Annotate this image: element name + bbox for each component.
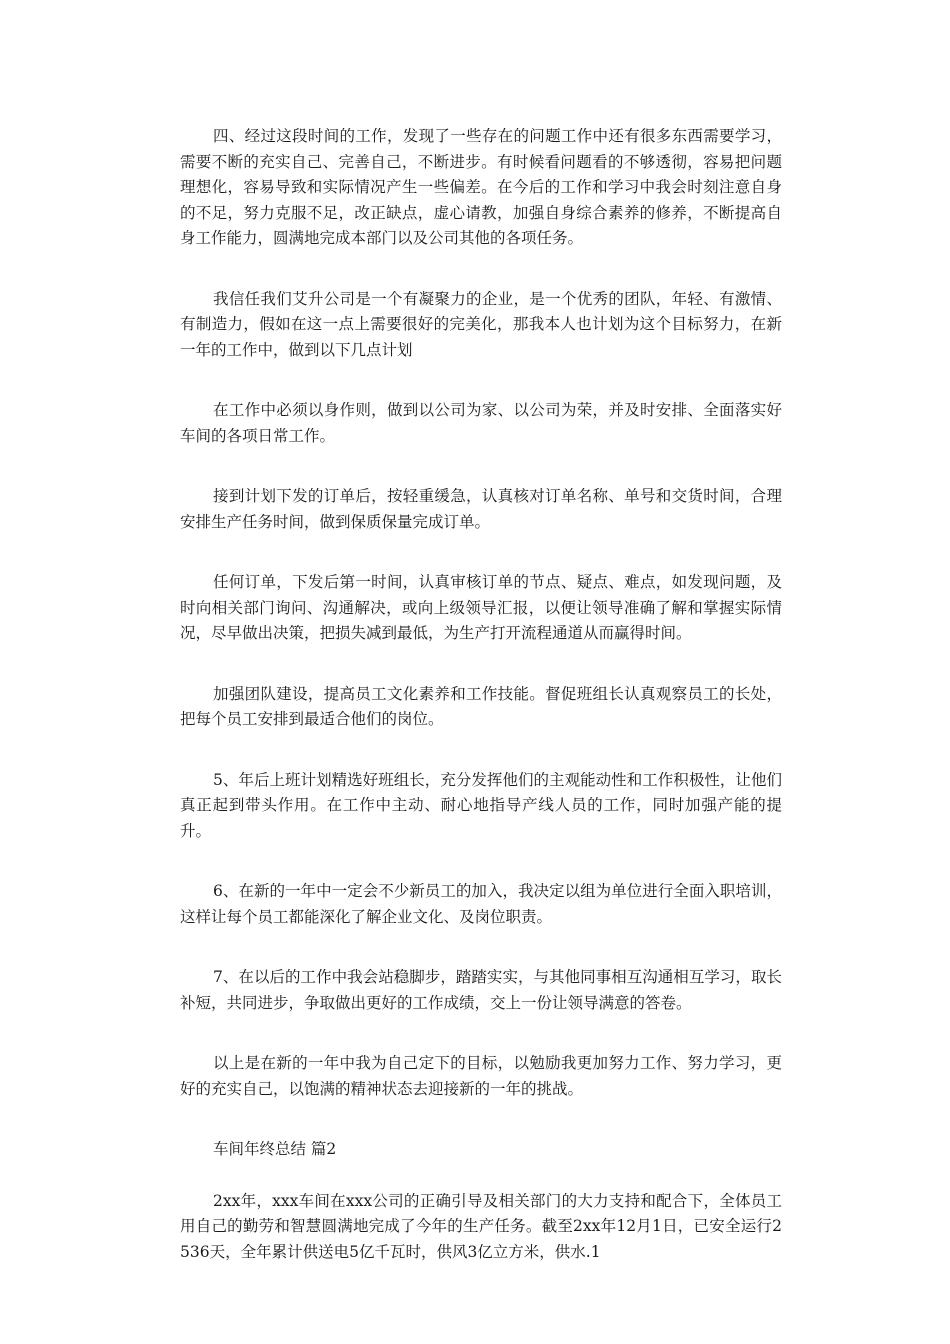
paragraph-order-review: 任何订单，下发后第一时间，认真审核订单的节点、疑点、难点，如发现问题，及时向相关部门询问、沟通解决，或向上级领导汇报，以便让领导准确了解和掌握实际情况，尽早做出决策，把损失减到最低，为生产打开流程通道从而赢得时间。 (180, 573, 782, 642)
paragraph-item-7: 7、在以后的工作中我会站稳脚步，踏踏实实，与其他同事相互沟通相互学习，取长补短，共同进步，争取做出更好的工作成绩，交上一份让领导满意的答卷。 (180, 968, 782, 1012)
paragraph-order-handling: 接到计划下发的订单后，按轻重缓急，认真核对订单名称、单号和交货时间，合理安排生产任务时间，做到保质保量完成订单。 (180, 487, 782, 531)
paragraph-team-building: 加强团队建设，提高员工文化素养和工作技能。督促班组长认真观察员工的长处，把每个员工安排到最适合他们的岗位。 (180, 684, 782, 728)
paragraph-item-6: 6、在新的一年中一定会不少新员工的加入，我决定以组为单位进行全面入职培训，这样让每个员工都能深化了解企业文化、及岗位职责。 (180, 882, 782, 926)
paragraph-problems: 四、经过这段时间的工作，发现了一些存在的问题工作中还有很多东西需要学习，需要不断的充实自己、完善自己，不断进步。有时候看问题看的不够透彻，容易把问题理想化，容易导致和实际情况产生一些偏差。在今后的工作和学习中我会时刻注意自身的不足，努力克服不足，改正缺点，虚心请教，加强自身综合素养的修养，不断提高自身工作能力，圆满地完成本部门以及公司其他的各项任务。 (180, 127, 782, 247)
section-heading: 车间年终总结 篇2 (213, 1140, 337, 1158)
paragraph-section-2-intro: 2xx年，xxx车间在xxx公司的正确引导及相关部门的大力支持和配合下，全体员工用自己的勤劳和智慧圆满地完成了今年的生产任务。截至2xx年12月1日，已安全运行2536天，全年累计供送电5亿千瓦时，供风3亿立方米，供水.1 (180, 1191, 782, 1261)
paragraph-company-trust: 我信任我们艾升公司是一个有凝聚力的企业，是一个优秀的团队，年轻、有激情、有制造力，假如在这一点上需要很好的完美化，那我本人也计划为这个目标努力，在新一年的工作中，做到以下几点计划 (180, 289, 782, 359)
paragraph-item-5: 5、年后上班计划精选好班组长，充分发挥他们的主观能动性和工作积极性，让他们真正起到带头作用。在工作中主动、耐心地指导产线人员的工作，同时加强产能的提升。 (180, 770, 782, 840)
document-body (180, 124, 782, 1265)
paragraph-lead-by-example: 在工作中必须以身作则，做到以公司为家、以公司为荣，并及时安排、全面落实好车间的各项日常工作。 (180, 401, 782, 445)
paragraph-conclusion: 以上是在新的一年中我为自己定下的目标，以勉励我更加努力工作、努力学习，更好的充实自己，以饱满的精神状态去迎接新的一年的挑战。 (180, 1054, 782, 1098)
